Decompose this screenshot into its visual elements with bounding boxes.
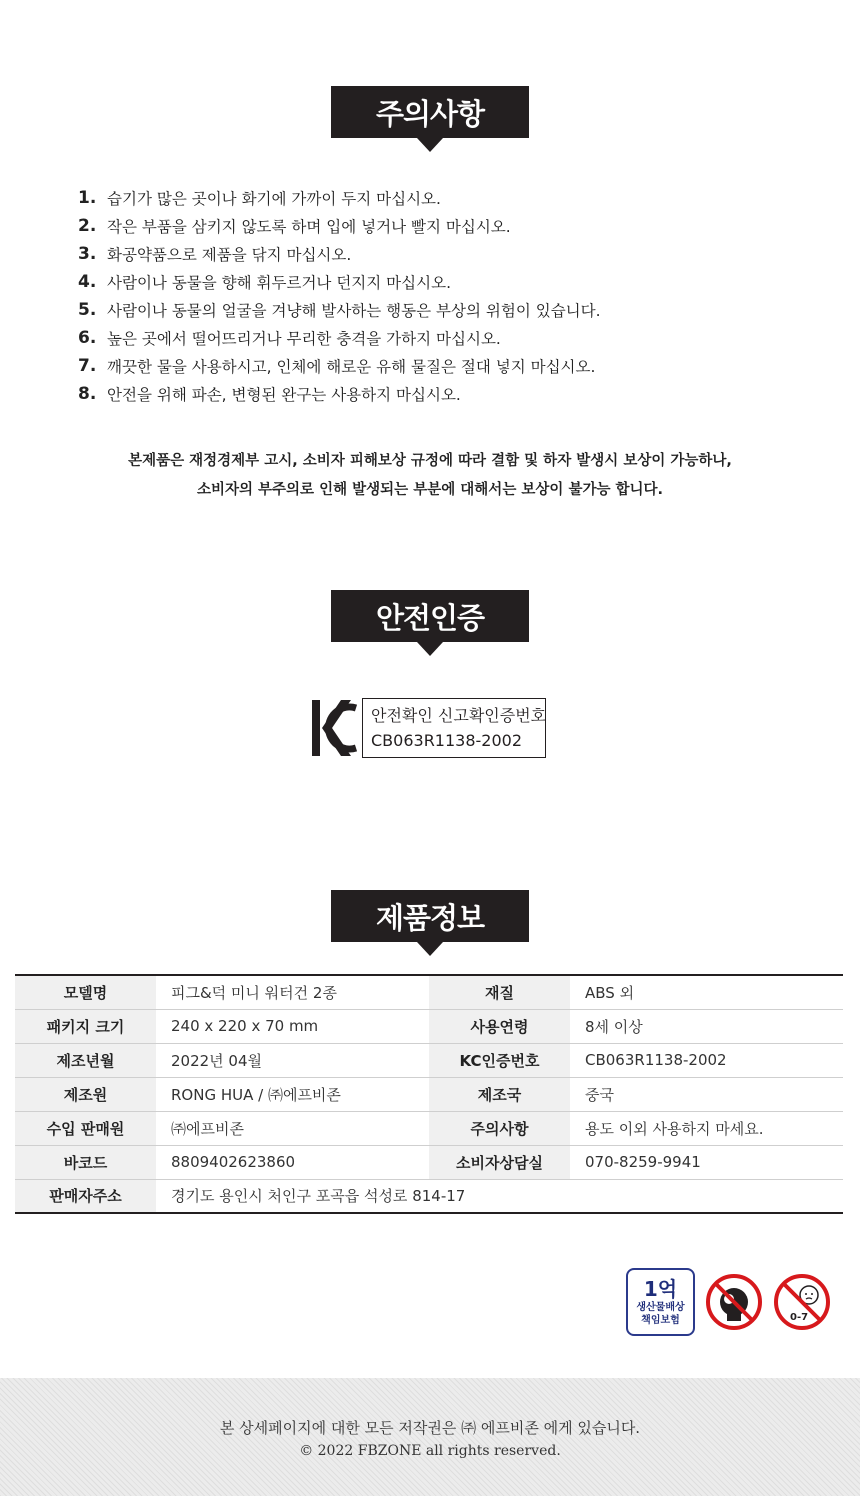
table-value: ㈜에프비존 — [156, 1111, 429, 1145]
caution-title: 주의사항 — [331, 86, 529, 138]
table-value: 2022년 04월 — [156, 1043, 429, 1077]
table-label: KC인증번호 — [429, 1043, 570, 1077]
caution-item-number: 7. — [78, 356, 97, 376]
table-value: 용도 이외 사용하지 마세요. — [570, 1111, 843, 1145]
copyright-line: © 2022 FBZONE all rights reserved. — [299, 1443, 561, 1459]
not-for-age-0-7-icon — [773, 1273, 831, 1331]
table-label: 바코드 — [15, 1145, 156, 1179]
table-label: 모델명 — [15, 975, 156, 1009]
insurance-amount: 1억 — [643, 1277, 678, 1301]
caution-item-text: 사람이나 동물을 향해 휘두르거나 던지지 마십시오. — [107, 274, 451, 292]
caution-item — [78, 184, 601, 212]
table-row — [15, 975, 843, 1009]
table-label: 사용연령 — [429, 1009, 570, 1043]
caution-item-number: 3. — [78, 244, 97, 264]
table-row — [15, 1111, 843, 1145]
table-label: 패키지 크기 — [15, 1009, 156, 1043]
table-label: 주의사항 — [429, 1111, 570, 1145]
table-value: RONG HUA / ㈜에프비존 — [156, 1077, 429, 1111]
footer — [0, 1378, 860, 1496]
age-label: 0-7 — [790, 1312, 809, 1323]
copyright-notice: 본 상세페이지에 대한 모든 저작권은 ㈜ 에프비존 에게 있습니다. — [219, 1419, 641, 1437]
caution-item — [78, 352, 601, 380]
table-label: 수입 판매원 — [15, 1111, 156, 1145]
kc-mark-icon — [311, 698, 357, 758]
table-value: 070-8259-9941 — [570, 1145, 843, 1179]
liability-insurance-badge — [626, 1268, 695, 1336]
notice-line-2: 소비자의 부주의로 인해 발생되는 부분에 대해서는 보상이 불가능 합니다. — [196, 482, 664, 498]
table-label: 제조국 — [429, 1077, 570, 1111]
table-row — [15, 1145, 843, 1179]
caution-item-text: 안전을 위해 파손, 변형된 완구는 사용하지 마십시오. — [107, 386, 461, 404]
table-value: 8세 이상 — [570, 1009, 843, 1043]
table-label: 소비자상담실 — [429, 1145, 570, 1179]
caution-item-text: 습기가 많은 곳이나 화기에 가까이 두지 마십시오. — [107, 190, 441, 208]
kc-certification — [311, 698, 546, 758]
caution-item-number: 4. — [78, 272, 97, 292]
caution-item-text: 화공약품으로 제품을 닦지 마십시오. — [107, 246, 352, 264]
caution-item-number: 1. — [78, 188, 97, 208]
insurance-line-2: 책임보험 — [641, 1315, 680, 1326]
caution-item-number: 8. — [78, 384, 97, 404]
caution-item-text: 깨끗한 물을 사용하시고, 인체에 해로운 유해 물질은 절대 넣지 마십시오. — [107, 358, 596, 376]
caution-item-text: 높은 곳에서 떨어뜨리거나 무리한 충격을 가하지 마십시오. — [107, 330, 501, 348]
table-label: 판매자주소 — [15, 1179, 156, 1213]
product-title-arrow — [417, 942, 443, 956]
caution-item — [78, 380, 601, 408]
table-value: 중국 — [570, 1077, 843, 1111]
table-value: ABS 외 — [570, 975, 843, 1009]
table-label: 제조년월 — [15, 1043, 156, 1077]
caution-item-number: 6. — [78, 328, 97, 348]
caution-item-text: 작은 부품을 삼키지 않도록 하며 입에 넣거나 빨지 마십시오. — [107, 218, 511, 236]
table-value: 경기도 용인시 처인구 포곡읍 석성로 814-17 — [171, 1187, 466, 1206]
product-title: 제품정보 — [331, 890, 529, 942]
caution-item — [78, 296, 601, 324]
kc-label: 안전확인 신고확인증번호 — [371, 706, 547, 725]
caution-section-title — [331, 86, 529, 152]
table-row — [15, 1009, 843, 1043]
table-row — [15, 1179, 843, 1213]
caution-list — [78, 184, 601, 408]
caution-item — [78, 212, 601, 240]
product-info-table — [15, 974, 843, 1214]
table-label: 제조원 — [15, 1077, 156, 1111]
caution-item — [78, 324, 601, 352]
caution-item-number: 2. — [78, 216, 97, 236]
table-value: 8809402623860 — [156, 1145, 429, 1179]
table-row — [15, 1077, 843, 1111]
table-value: 피그&덕 미니 워터건 2종 — [156, 975, 429, 1009]
safety-title-arrow — [417, 642, 443, 656]
product-section-title — [331, 890, 529, 956]
table-row — [15, 1043, 843, 1077]
caution-item — [78, 268, 601, 296]
kc-number: CB063R1138-2002 — [371, 731, 523, 750]
caution-title-arrow — [417, 138, 443, 152]
table-label: 재질 — [429, 975, 570, 1009]
caution-item — [78, 240, 601, 268]
caution-item-text: 사람이나 동물의 얼굴을 겨냥해 발사하는 행동은 부상의 위험이 있습니다. — [107, 302, 601, 320]
no-small-parts-icon — [705, 1273, 763, 1331]
certification-badges — [626, 1268, 831, 1336]
table-value: 240 x 220 x 70 mm — [156, 1009, 429, 1043]
caution-item-number: 5. — [78, 300, 97, 320]
notice-line-1: 본제품은 재정경제부 고시, 소비자 피해보상 규정에 따라 결함 및 하자 발생시 보상이 가능하나, — [128, 453, 732, 469]
table-value: CB063R1138-2002 — [570, 1043, 843, 1077]
kc-info-box — [362, 698, 546, 758]
safety-section-title — [331, 590, 529, 656]
safety-title: 안전인증 — [331, 590, 529, 642]
compensation-notice — [0, 447, 860, 505]
insurance-line-1: 생산물배상 — [636, 1302, 685, 1313]
